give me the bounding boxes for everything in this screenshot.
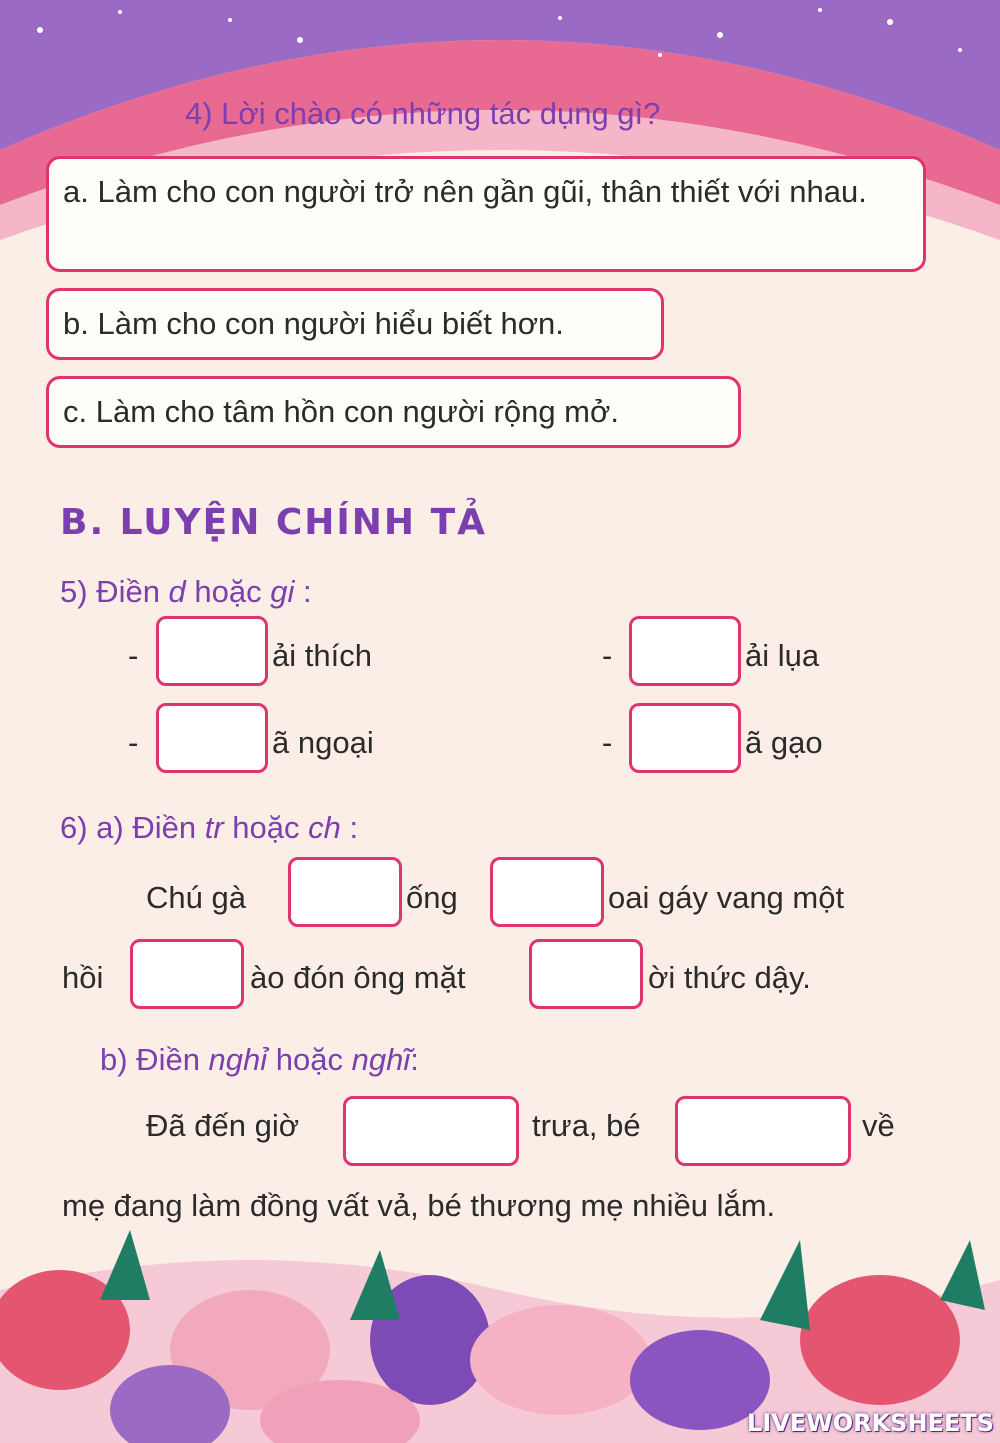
- q6b-text-1: Đã đến giờ: [146, 1108, 300, 1143]
- q6a-opt1: tr: [204, 810, 224, 845]
- q6a-opt2: ch: [308, 810, 341, 845]
- q5-mid: hoặc: [185, 574, 271, 609]
- q6b-prefix: b) Điền: [100, 1042, 209, 1077]
- q5-word-1: ải thích: [272, 638, 372, 673]
- q5-instruction: [60, 574, 312, 610]
- q6b-suffix: :: [410, 1042, 419, 1077]
- q5-opt1: d: [168, 574, 186, 609]
- q6a-text-2: ống: [406, 880, 458, 915]
- q4-option-c[interactable]: [46, 376, 741, 448]
- q6a-blank-3[interactable]: [130, 939, 244, 1009]
- q5-prefix: 5) Điền: [60, 574, 169, 609]
- q6b-mid: hoặc: [267, 1042, 352, 1077]
- q6a-text-6: ời thức dậy.: [648, 960, 811, 995]
- q6b-blank-1[interactable]: [343, 1096, 519, 1166]
- q5-blank-3[interactable]: [156, 703, 268, 773]
- q6b-text-4: mẹ đang làm đồng vất vả, bé thương mẹ nhiều lắm.: [62, 1188, 776, 1223]
- q5-blank-4[interactable]: [629, 703, 741, 773]
- q6a-blank-1[interactable]: [288, 857, 402, 927]
- q6a-prefix: 6) a) Điền: [60, 810, 205, 845]
- q6a-text-3: oai gáy vang một: [608, 880, 845, 915]
- q5-word-2: ải lụa: [745, 638, 820, 673]
- q5-word-3: ã ngoại: [272, 725, 374, 760]
- q6b-text-2: trưa, bé: [532, 1108, 641, 1143]
- q5-dash-1: -: [128, 638, 139, 673]
- q6a-blank-2[interactable]: [490, 857, 604, 927]
- q5-word-4: ã gạo: [745, 725, 823, 760]
- q5-opt2: gi: [270, 574, 295, 609]
- q6b-opt1: nghỉ: [208, 1042, 268, 1077]
- q6a-instruction: [60, 810, 358, 846]
- q4-option-a-label: a. Làm cho con người trở nên gần gũi, thân thiết với nhau.: [63, 174, 867, 209]
- q6b-instruction: [100, 1042, 419, 1078]
- q4-option-a[interactable]: [46, 156, 926, 272]
- q5-dash-3: -: [128, 725, 139, 760]
- q6a-text-1: Chú gà: [146, 880, 246, 915]
- q4-option-b-label: b. Làm cho con người hiểu biết hơn.: [63, 306, 564, 341]
- q5-blank-1[interactable]: [156, 616, 268, 686]
- q5-dash-4: -: [602, 725, 613, 760]
- q6b-opt2: nghĩ: [351, 1042, 411, 1077]
- liveworksheets-logo: LIVEWORKSHEETS: [747, 1409, 994, 1437]
- q6a-mid: hoặc: [223, 810, 309, 845]
- section-b-heading: B. LUYỆN CHÍNH TẢ: [60, 502, 488, 543]
- q4-question: 4) Lời chào có những tác dụng gì?: [185, 96, 661, 131]
- q4-option-b[interactable]: [46, 288, 664, 360]
- q6a-text-5: ào đón ông mặt: [250, 960, 466, 995]
- q6b-text-3: về: [862, 1108, 895, 1143]
- q4-option-c-label: c. Làm cho tâm hồn con người rộng mở.: [63, 394, 619, 429]
- q5-dash-2: -: [602, 638, 613, 673]
- q6a-blank-4[interactable]: [529, 939, 643, 1009]
- q5-blank-2[interactable]: [629, 616, 741, 686]
- q6b-blank-2[interactable]: [675, 1096, 851, 1166]
- q6a-text-4: hồi: [62, 960, 104, 995]
- q5-suffix: :: [294, 574, 312, 609]
- q6a-suffix: :: [340, 810, 359, 845]
